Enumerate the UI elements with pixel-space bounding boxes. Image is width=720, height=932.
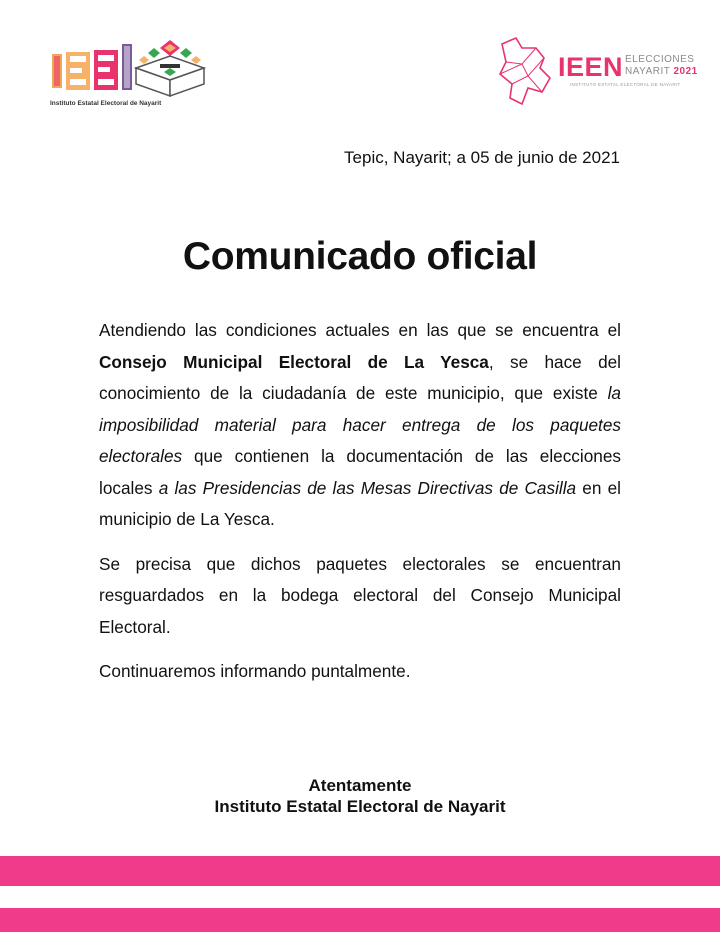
footer-pink-stripe-bottom	[0, 908, 720, 932]
council-name-bold: Consejo Municipal Electoral de La Yesca	[99, 351, 489, 372]
document-date: Tepic, Nayarit; a 05 de junio de 2021	[344, 148, 620, 167]
signature-institution: Instituto Estatal Electoral de Nayarit	[214, 797, 506, 816]
nayarit-label: NAYARIT	[625, 66, 671, 77]
paragraph-2: Se precisa que dichos paquetes electorales se encuentran resguardados en la bodega electoral del Consejo Municipal Electoral.	[99, 553, 621, 637]
presidencies-italic: a las Presidencias de las Mesas Directivas de Casilla	[158, 477, 577, 498]
right-logo-subtitle: INSTITUTO ESTATAL ELECTORAL DE NAYARIT	[570, 82, 681, 87]
document-body	[99, 315, 621, 701]
elecciones-label: ELECCIONES	[625, 54, 695, 65]
nayarit-year-label	[625, 66, 698, 77]
left-logo-caption: Instituto Estatal Electoral de Nayarit	[50, 100, 162, 107]
signature-closing: Atentamente	[308, 776, 412, 795]
ballot-box-logo-graphic	[50, 38, 210, 98]
ieen-institute-logo	[50, 38, 210, 110]
ieen-acronym: IEEN	[558, 52, 624, 82]
signature-block	[0, 775, 720, 817]
nayarit-map-icon	[492, 34, 558, 110]
year-label: 2021	[673, 66, 698, 77]
document-title: Comunicado oficial	[182, 235, 538, 278]
paragraph-3: Continuaremos informando puntalmente.	[99, 661, 411, 681]
ieen-elecciones-2021-logo	[492, 34, 704, 110]
footer-pink-stripe-top	[0, 856, 720, 886]
impossibility-italic: la imposibilidad material para hacer entrega de los paquetes electorales	[99, 383, 621, 466]
paragraph-1: Atendiendo las condiciones actuales en las que se encuentra el Consejo Municipal Electoral de La Yesca, se hace del conocimiento de la ciudadanía de este municipio, que existe la imposibilidad material para hacer entrega de los paquetes electorales que contienen la documentación de las elecciones locales a las Presidencias de las Mesas Directivas de Casilla en el municipio de La Yesca.	[99, 320, 621, 529]
